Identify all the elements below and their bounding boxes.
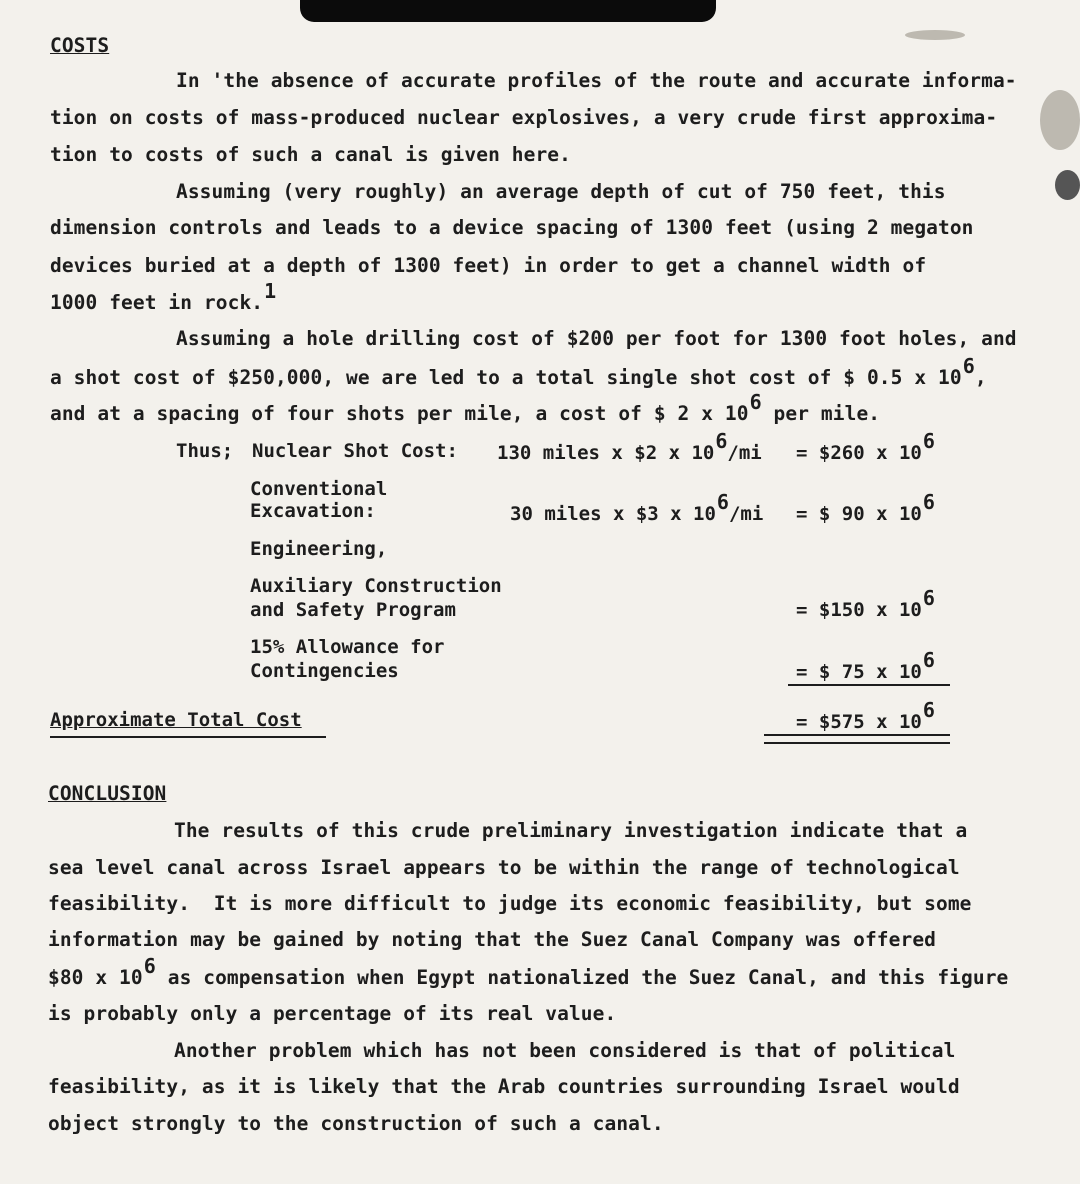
subtotal-rule	[788, 684, 950, 686]
total-cost-label: Approximate Total Cost	[50, 709, 302, 731]
text: 130 miles x $2 x 10	[497, 442, 715, 464]
costs-heading: COSTS	[50, 34, 110, 57]
contingencies-label: Contingencies	[250, 660, 399, 682]
total-label-rule	[50, 736, 326, 738]
costs-paragraph-line: Assuming (very roughly) an average depth of cut of 750 feet, this	[176, 180, 946, 203]
total-cost-result	[796, 698, 935, 733]
conclusion-line: feasibility. It is more difficult to judge its economic feasibility, but some	[48, 892, 972, 915]
conclusion-line: object strongly to the construction of such a canal.	[48, 1112, 664, 1135]
scan-speck	[1040, 90, 1080, 150]
text: as compensation when Egypt nationalized the Suez Canal, and this figure	[155, 966, 1009, 989]
text: = $575 x 10	[796, 711, 922, 733]
thus-label: Thus;	[176, 440, 234, 462]
costs-paragraph-line: tion on costs of mass-produced nuclear explosives, a very crude first approxima-	[50, 106, 998, 129]
safety-label: and Safety Program	[250, 599, 456, 621]
conclusion-heading: CONCLUSION	[48, 782, 167, 805]
conventional-label: Conventional	[250, 478, 388, 500]
exponent: 6	[922, 698, 935, 722]
text: $80 x 10	[48, 966, 143, 989]
text: = $ 90 x 10	[796, 503, 922, 525]
exponent: 6	[143, 954, 156, 978]
exponent: 6	[922, 429, 935, 453]
allowance-label: 15% Allowance for	[250, 636, 445, 658]
engineering-result	[796, 586, 935, 621]
text: and at a spacing of four shots per mile, a cost of $ 2 x 10	[50, 402, 749, 425]
conclusion-line: information may be gained by noting that the Suez Canal Company was offered	[48, 928, 936, 951]
text: = $ 75 x 10	[796, 661, 922, 683]
costs-paragraph-line: tion to costs of such a canal is given here.	[50, 143, 571, 166]
nuclear-cost-result	[796, 429, 935, 464]
exponent: 6	[922, 586, 935, 610]
conventional-calc	[510, 490, 764, 525]
costs-paragraph-line: In 'the absence of accurate profiles of the route and accurate informa-	[176, 69, 1017, 92]
costs-paragraph-line	[50, 279, 277, 314]
conventional-result	[796, 490, 935, 525]
text: 30 miles x $3 x 10	[510, 503, 716, 525]
costs-paragraph-line: Assuming a hole drilling cost of $200 per foot for 1300 foot holes, and	[176, 327, 1017, 350]
costs-paragraph-line: dimension controls and leads to a device spacing of 1300 feet (using 2 megaton	[50, 216, 974, 239]
scan-speck	[1055, 170, 1080, 200]
scan-speck	[905, 30, 965, 40]
costs-paragraph-line	[50, 354, 987, 389]
exponent: 6	[715, 429, 728, 453]
text: = $260 x 10	[796, 442, 922, 464]
total-rule-bottom	[764, 742, 950, 744]
exponent: 6	[922, 648, 935, 672]
text: a shot cost of $250,000, we are led to a total single shot cost of $ 0.5 x 10	[50, 366, 962, 389]
exponent: 6	[716, 490, 729, 514]
excavation-label: Excavation:	[250, 500, 376, 522]
conclusion-line: Another problem which has not been considered is that of political	[174, 1039, 956, 1062]
exponent: 6	[922, 490, 935, 514]
conclusion-line	[48, 954, 1009, 989]
contingencies-result	[796, 648, 935, 683]
costs-paragraph-line	[50, 390, 881, 425]
text: /mi	[728, 503, 764, 525]
conclusion-line: feasibility, as it is likely that the Arab countries surrounding Israel would	[48, 1075, 960, 1098]
total-rule-top	[764, 734, 950, 736]
engineering-label: Engineering,	[250, 538, 388, 560]
auxiliary-label: Auxiliary Construction	[250, 575, 502, 597]
nuclear-cost-label: Nuclear Shot Cost:	[252, 440, 458, 462]
conclusion-line: is probably only a percentage of its real value.	[48, 1002, 617, 1025]
text: ,	[974, 366, 987, 389]
conclusion-line: The results of this crude preliminary investigation indicate that a	[174, 819, 968, 842]
redaction-bar	[300, 0, 716, 22]
footnote-marker: 1	[264, 279, 277, 303]
nuclear-cost-calc	[497, 429, 762, 464]
text: per mile.	[761, 402, 881, 425]
exponent: 6	[962, 354, 975, 378]
costs-paragraph-text: 1000 feet in rock.	[50, 291, 264, 314]
exponent: 6	[749, 390, 762, 414]
conclusion-line: sea level canal across Israel appears to be within the range of technological	[48, 856, 960, 879]
text: /mi	[727, 442, 762, 464]
text: = $150 x 10	[796, 599, 922, 621]
costs-paragraph-line: devices buried at a depth of 1300 feet) in order to get a channel width of	[50, 254, 927, 277]
